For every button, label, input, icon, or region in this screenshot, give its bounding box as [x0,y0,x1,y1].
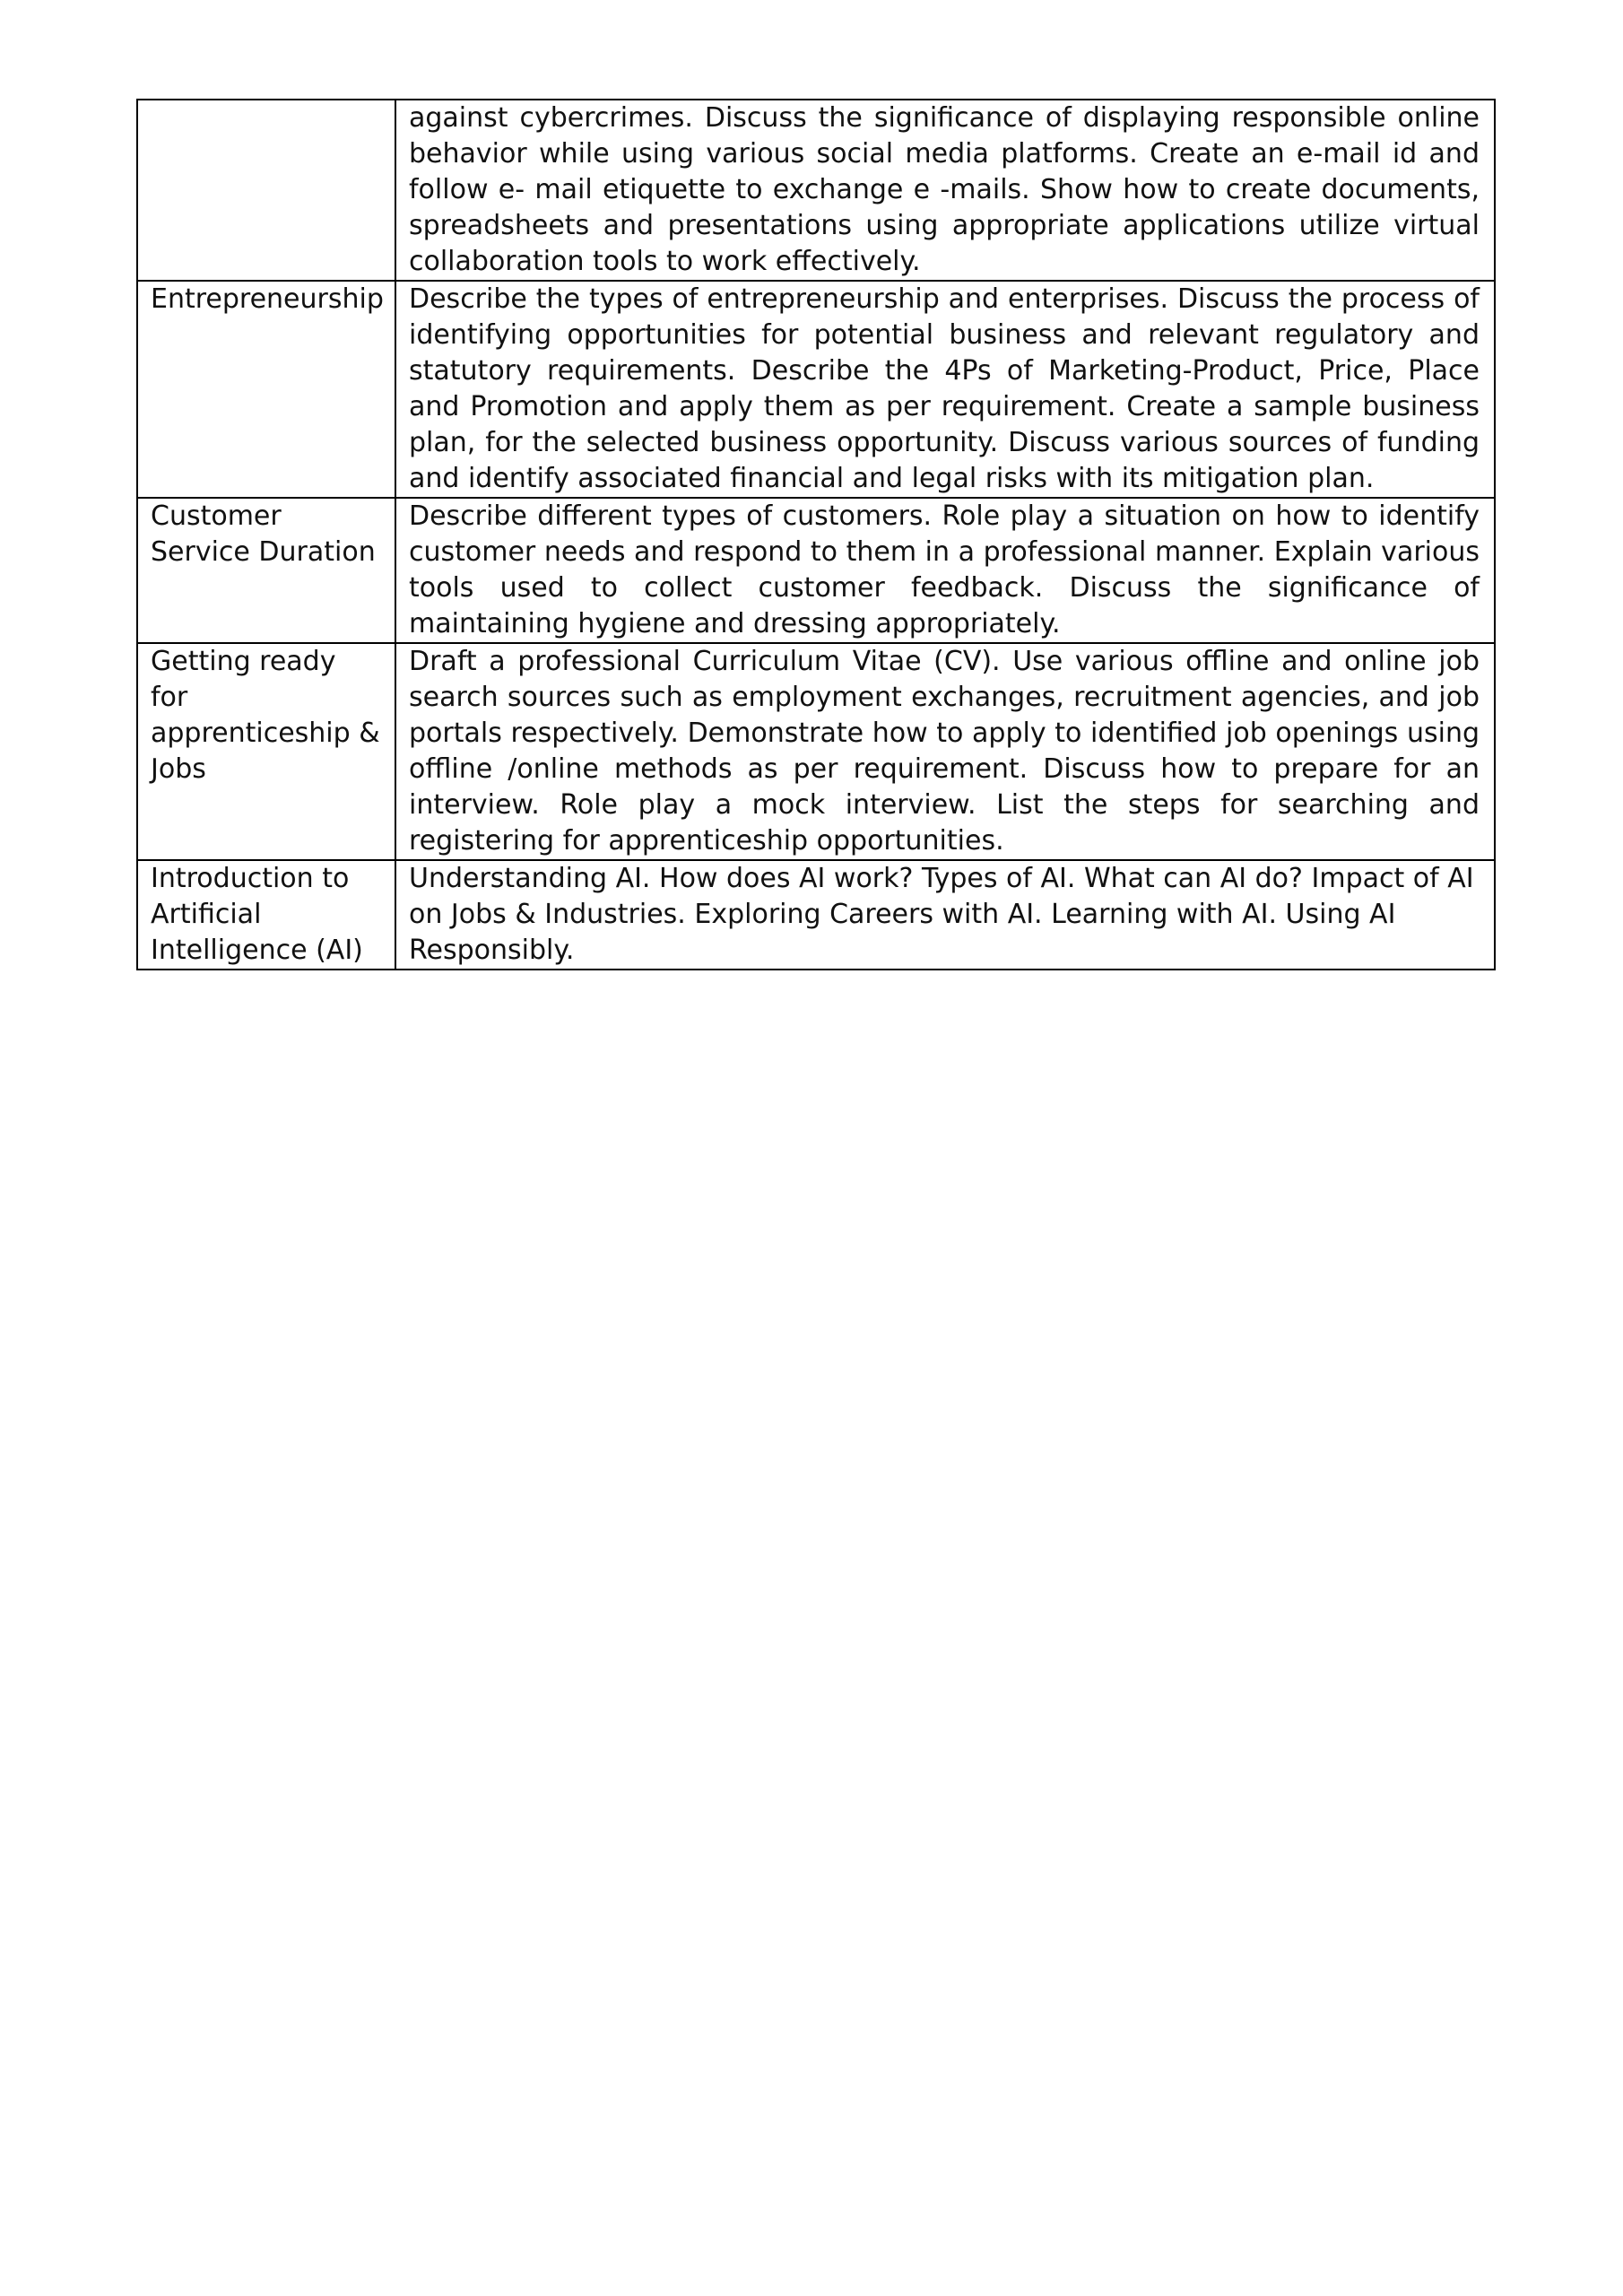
module-cell: Getting ready for apprenticeship & Jobs [137,643,395,860]
description-cell: Draft a professional Curriculum Vitae (CV). Use various offline and online job search sources such as employment exchanges, recruitment agencies, and job portals respectively. Demonstrate how to apply to identified job openings using offline /online methods as per requirement. Discuss how to prepare for an interview. Role play a mock interview. List the steps for searching and registering for apprenticeship opportunities. [395,643,1495,860]
module-cell: Introduction to Artificial Intelligence (AI) [137,860,395,970]
module-cell: Customer Service Duration [137,498,395,643]
table-row [137,498,1495,643]
description-cell: Describe different types of customers. Role play a situation on how to identify customer needs and respond to them in a professional manner. Explain various tools used to collect customer feedback. Discuss the significance of maintaining hygiene and dressing appropriately. [395,498,1495,643]
module-cell: Entrepreneurship [137,281,395,498]
description-cell: Understanding AI. How does AI work? Types of AI. What can AI do? Impact of AI on Jobs & Industries. Exploring Careers with AI. Learning with AI. Using AI Responsibly. [395,860,1495,970]
module-cell [137,100,395,281]
table-row [137,281,1495,498]
table-row [137,860,1495,970]
table-row [137,100,1495,281]
description-cell: against cybercrimes. Discuss the significance of displaying responsible online behavior while using various social media platforms. Create an e-mail id and follow e- mail etiquette to exchange e -mails. Show how to create documents, spreadsheets and presentations using appropriate applications utilize virtual collaboration tools to work effectively. [395,100,1495,281]
syllabus-table [136,99,1496,970]
table-row [137,643,1495,860]
description-cell: Describe the types of entrepreneurship and enterprises. Discuss the process of identifying opportunities for potential business and relevant regulatory and statutory requirements. Describe the 4Ps of Marketing-Product, Price, Place and Promotion and apply them as per requirement. Create a sample business plan, for the selected business opportunity. Discuss various sources of funding and identify associated financial and legal risks with its mitigation plan. [395,281,1495,498]
